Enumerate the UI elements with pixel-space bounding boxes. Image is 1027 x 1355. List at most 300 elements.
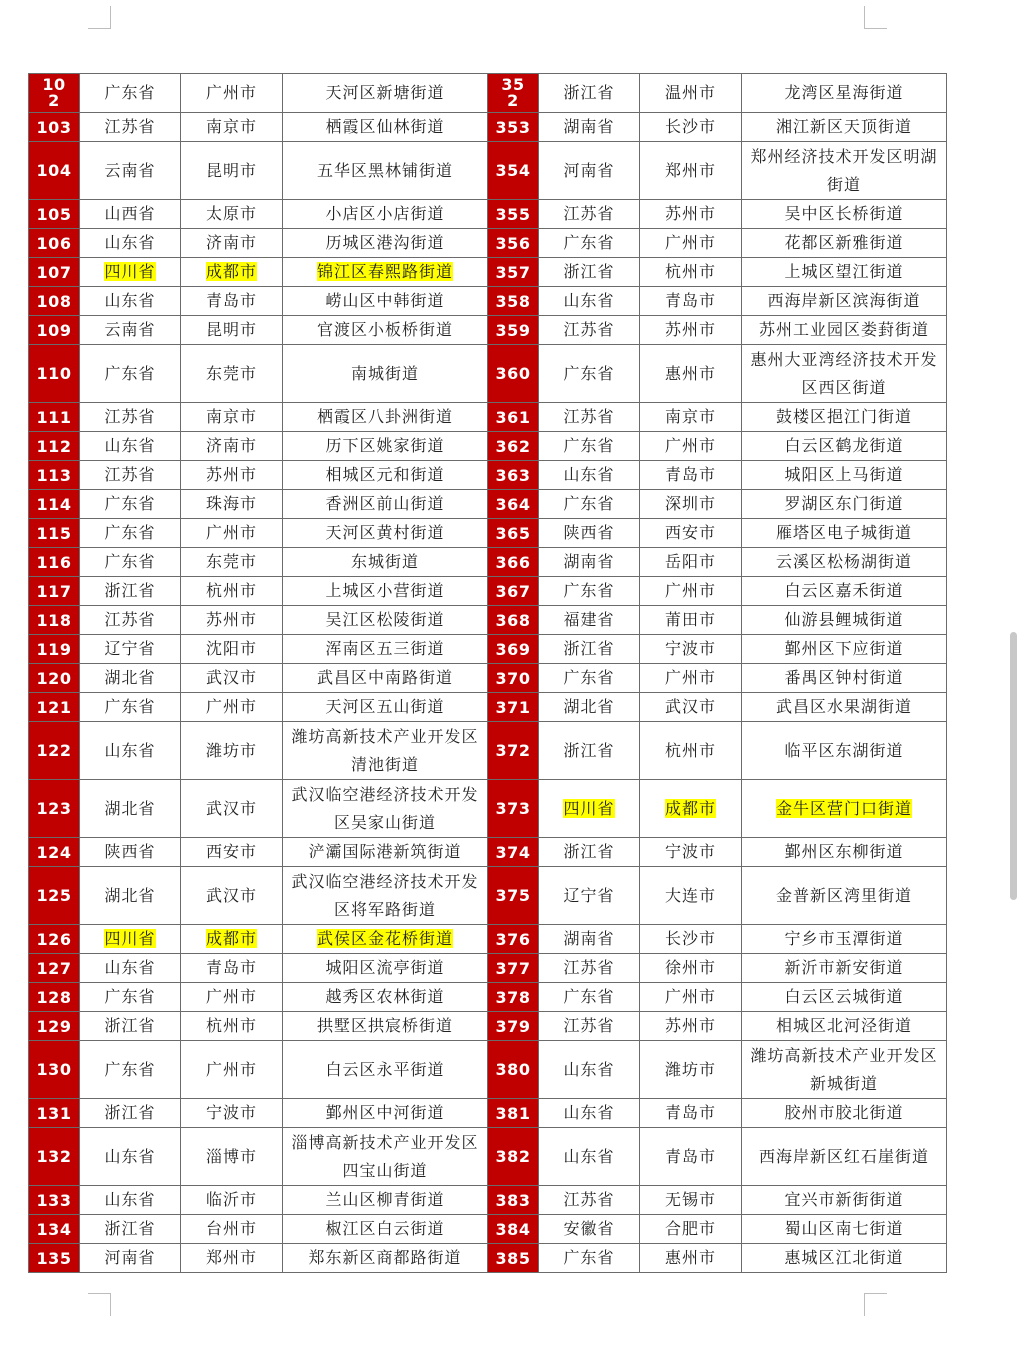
street-text: 官渡区小板桥街道 (316, 320, 453, 339)
street-text: 蜀山区南七街道 (784, 1219, 904, 1238)
city-text: 青岛市 (664, 1146, 716, 1166)
street-text: 惠城区江北街道 (784, 1248, 904, 1267)
rank-number-cell (488, 403, 539, 432)
province-cell (539, 548, 640, 577)
rank-number-text: 114 (36, 494, 72, 514)
city-text: 广州市 (205, 987, 257, 1006)
province-text: 山东省 (563, 291, 615, 310)
rank-number-cell (29, 983, 80, 1012)
province-text: 山东省 (104, 740, 156, 760)
city-text: 青岛市 (664, 465, 716, 484)
rank-number-text: 135 (36, 1248, 72, 1268)
city-cell (640, 867, 742, 925)
rank-number-cell (29, 693, 80, 722)
street-cell (742, 432, 947, 461)
rank-number-text: 110 (36, 364, 72, 383)
city-text: 广州市 (664, 668, 716, 687)
province-text: 浙江省 (104, 1016, 156, 1035)
province-cell (539, 229, 640, 258)
city-text: 郑州市 (205, 1248, 257, 1267)
street-text: 兰山区柳青街道 (325, 1190, 445, 1209)
table-row (29, 287, 947, 316)
province-text: 浙江省 (104, 581, 156, 600)
city-cell (181, 722, 283, 780)
rank-number-cell (29, 432, 80, 461)
rank-number-cell (488, 867, 539, 925)
city-cell (181, 838, 283, 867)
table-row (29, 1012, 947, 1041)
rank-number-text: 107 (36, 262, 72, 282)
province-text: 浙江省 (563, 740, 615, 760)
street-text: 西海岸新区滨海街道 (767, 291, 921, 310)
province-text: 广东省 (563, 987, 615, 1006)
province-text: 云南省 (104, 320, 156, 339)
rank-number-text: 370 (495, 668, 531, 688)
rank-number-cell (488, 954, 539, 983)
street-text: 白云区鹤龙街道 (784, 436, 904, 455)
province-cell (80, 664, 181, 693)
province-text: 湖北省 (563, 697, 615, 716)
city-cell (640, 1215, 742, 1244)
rank-number-text: 122 (36, 741, 72, 760)
city-cell (181, 1012, 283, 1041)
city-text: 成都市 (205, 929, 257, 948)
province-cell (80, 606, 181, 635)
city-cell (181, 635, 283, 664)
city-cell (181, 1128, 283, 1186)
street-text: 鼓楼区挹江门街道 (775, 407, 912, 426)
street-text: 武侯区金花桥街道 (316, 929, 453, 948)
city-text: 西安市 (205, 842, 257, 861)
city-cell (640, 519, 742, 548)
province-cell (539, 258, 640, 287)
province-cell (80, 1244, 181, 1273)
street-cell (742, 1215, 947, 1244)
province-text: 浙江省 (104, 1103, 156, 1122)
rank-number-text: 360 (495, 364, 531, 383)
province-cell (80, 316, 181, 345)
city-text: 大连市 (664, 885, 716, 905)
city-cell (640, 200, 742, 229)
rank-number-text: 132 (36, 1147, 72, 1166)
street-cell (742, 403, 947, 432)
rank-number-text: 375 (495, 886, 531, 905)
rank-number-text: 357 (495, 262, 531, 282)
rank-number-cell (488, 693, 539, 722)
city-text: 广州市 (664, 987, 716, 1006)
street-text: 城阳区上马街道 (784, 465, 904, 484)
rank-number-text: 131 (36, 1103, 72, 1123)
province-cell (539, 142, 640, 200)
province-cell (539, 1128, 640, 1186)
rank-number-text: 120 (36, 668, 72, 688)
province-text: 浙江省 (563, 842, 615, 861)
table-row (29, 345, 947, 403)
scrollbar-thumb[interactable] (1010, 632, 1017, 900)
city-text: 珠海市 (205, 494, 257, 513)
province-text: 山东省 (104, 958, 156, 977)
city-text: 杭州市 (664, 262, 716, 281)
city-text: 广州市 (664, 233, 716, 252)
table-row (29, 1041, 947, 1099)
province-text: 山东省 (563, 1059, 615, 1079)
street-cell (742, 1012, 947, 1041)
province-text: 山东省 (104, 1190, 156, 1209)
street-cell (283, 432, 488, 461)
table-row (29, 1215, 947, 1244)
street-cell (283, 925, 488, 954)
city-text: 潍坊市 (205, 740, 257, 760)
rank-number-cell (488, 925, 539, 954)
street-text: 上城区小营街道 (325, 581, 445, 600)
province-cell (539, 722, 640, 780)
street-text: 天河区新塘街道 (325, 83, 445, 102)
street-cell (742, 867, 947, 925)
rank-number-text: 356 (495, 233, 531, 253)
province-cell (80, 258, 181, 287)
street-cell (283, 1186, 488, 1215)
rank-number-cell (29, 490, 80, 519)
table-row (29, 519, 947, 548)
city-cell (181, 490, 283, 519)
rank-number-cell (488, 142, 539, 200)
city-text: 苏州市 (205, 610, 257, 629)
city-cell (640, 606, 742, 635)
rank-number-text: 355 (495, 204, 531, 224)
province-cell (80, 722, 181, 780)
province-cell (539, 519, 640, 548)
street-text: 城阳区流亭街道 (325, 958, 445, 977)
province-text: 湖南省 (563, 117, 615, 136)
street-text: 东城街道 (350, 552, 419, 571)
street-text: 白云区云城街道 (784, 987, 904, 1006)
street-text: 仙游县鲤城街道 (784, 610, 904, 629)
city-cell (640, 113, 742, 142)
rank-number-text: 106 (36, 233, 72, 253)
province-text: 湖北省 (104, 668, 156, 687)
rank-number-text: 111 (36, 407, 72, 427)
city-text: 苏州市 (664, 1016, 716, 1035)
street-text: 上城区望江街道 (784, 262, 904, 281)
city-text: 成都市 (664, 798, 716, 818)
province-text: 辽宁省 (104, 639, 156, 658)
province-text: 山东省 (563, 465, 615, 484)
rank-number-cell (29, 548, 80, 577)
city-text: 南京市 (664, 407, 716, 426)
street-cell (742, 577, 947, 606)
table-row (29, 74, 947, 113)
rank-number-cell (29, 200, 80, 229)
street-cell (283, 316, 488, 345)
street-text: 栖霞区八卦洲街道 (316, 407, 453, 426)
rank-number-text: 358 (495, 291, 531, 311)
city-cell (181, 287, 283, 316)
city-text: 太原市 (205, 204, 257, 223)
province-cell (539, 432, 640, 461)
street-text: 五华区黑林铺街道 (316, 160, 453, 180)
street-cell (742, 258, 947, 287)
ranking-table-body (29, 74, 947, 1273)
province-cell (539, 74, 640, 113)
city-cell (640, 925, 742, 954)
city-cell (181, 345, 283, 403)
crop-mark-top-left (88, 6, 111, 29)
city-cell (181, 548, 283, 577)
rank-number-cell (29, 1041, 80, 1099)
city-cell (181, 577, 283, 606)
rank-number-cell (29, 867, 80, 925)
city-cell (181, 664, 283, 693)
street-text: 鄞州区东柳街道 (784, 842, 904, 861)
rank-number-cell (488, 1215, 539, 1244)
city-cell (181, 74, 283, 113)
table-row (29, 606, 947, 635)
street-cell (742, 200, 947, 229)
province-cell (80, 1041, 181, 1099)
city-cell (640, 142, 742, 200)
rank-number-cell (488, 635, 539, 664)
city-text: 岳阳市 (664, 552, 716, 571)
street-cell (742, 1099, 947, 1128)
street-text: 越秀区农林街道 (325, 987, 445, 1006)
province-text: 浙江省 (563, 262, 615, 281)
street-cell (283, 548, 488, 577)
province-text: 江苏省 (104, 610, 156, 629)
province-cell (80, 867, 181, 925)
table-row (29, 490, 947, 519)
province-text: 安徽省 (563, 1219, 615, 1238)
city-cell (640, 577, 742, 606)
city-text: 昆明市 (205, 320, 257, 339)
city-text: 温州市 (664, 83, 716, 102)
rank-number-text: 116 (36, 552, 72, 572)
city-cell (181, 780, 283, 838)
rank-number-cell (488, 722, 539, 780)
city-cell (640, 1099, 742, 1128)
city-text: 武汉市 (205, 668, 257, 687)
city-cell (640, 1186, 742, 1215)
street-cell (283, 1041, 488, 1099)
street-cell (742, 1128, 947, 1186)
street-cell (283, 1099, 488, 1128)
province-text: 广东省 (104, 987, 156, 1006)
province-text: 湖南省 (563, 552, 615, 571)
street-cell (742, 316, 947, 345)
city-text: 广州市 (205, 1059, 257, 1079)
street-cell (283, 838, 488, 867)
rank-number-text: 377 (495, 958, 531, 978)
street-text: 鄞州区中河街道 (325, 1103, 445, 1122)
rank-number-text: 376 (495, 929, 531, 949)
city-cell (640, 1244, 742, 1273)
rank-number-text: 366 (495, 552, 531, 572)
province-text: 广东省 (104, 83, 156, 102)
city-cell (640, 722, 742, 780)
street-cell (283, 954, 488, 983)
rank-number-text: 126 (36, 929, 72, 949)
city-cell (181, 983, 283, 1012)
rank-number-cell (488, 345, 539, 403)
province-cell (539, 403, 640, 432)
crop-mark-bottom-right (864, 1293, 887, 1316)
rank-number-cell (488, 461, 539, 490)
street-cell (283, 606, 488, 635)
street-cell (742, 345, 947, 403)
province-cell (80, 780, 181, 838)
province-text: 江苏省 (563, 320, 615, 339)
province-text: 广东省 (104, 363, 156, 383)
street-text: 龙湾区星海街道 (784, 83, 904, 102)
rank-number-cell (488, 316, 539, 345)
table-row (29, 983, 947, 1012)
province-cell (80, 432, 181, 461)
province-text: 浙江省 (563, 83, 615, 102)
city-cell (640, 490, 742, 519)
city-cell (640, 74, 742, 113)
street-text: 胶州市胶北街道 (784, 1103, 904, 1122)
city-cell (181, 867, 283, 925)
rank-number-text: 127 (36, 958, 72, 978)
street-text: 惠州大亚湾经济技术开发区西区街道 (750, 349, 938, 397)
city-cell (181, 113, 283, 142)
rank-number-cell (488, 577, 539, 606)
rank-number-cell (488, 229, 539, 258)
street-cell (283, 1215, 488, 1244)
province-text: 四川省 (104, 929, 156, 948)
street-cell (283, 693, 488, 722)
city-text: 成都市 (205, 262, 257, 281)
rank-number-cell (488, 1012, 539, 1041)
province-cell (539, 780, 640, 838)
province-text: 山东省 (104, 233, 156, 252)
rank-number-text: 108 (36, 291, 72, 311)
street-text: 吴江区松陵街道 (325, 610, 445, 629)
province-cell (80, 577, 181, 606)
province-cell (539, 954, 640, 983)
province-text: 广东省 (104, 523, 156, 542)
province-text: 云南省 (104, 160, 156, 180)
rank-number-text: 379 (495, 1016, 531, 1036)
province-cell (80, 925, 181, 954)
city-cell (640, 983, 742, 1012)
street-cell (742, 1244, 947, 1273)
rank-number-text: 371 (495, 697, 531, 717)
rank-number-cell (29, 74, 80, 113)
street-text: 相城区北河泾街道 (775, 1016, 912, 1035)
street-text: 浑南区五三街道 (325, 639, 445, 658)
province-text: 江苏省 (104, 407, 156, 426)
street-cell (742, 461, 947, 490)
province-cell (80, 954, 181, 983)
city-cell (640, 635, 742, 664)
city-text: 广州市 (205, 523, 257, 542)
rank-number-cell (488, 490, 539, 519)
rank-number-cell (488, 606, 539, 635)
city-cell (181, 461, 283, 490)
city-cell (640, 229, 742, 258)
rank-number-cell (29, 1128, 80, 1186)
table-row (29, 867, 947, 925)
table-row (29, 925, 947, 954)
city-cell (640, 954, 742, 983)
table-row (29, 258, 947, 287)
rank-number-text: 378 (495, 987, 531, 1007)
city-text: 临沂市 (205, 1190, 257, 1209)
province-cell (80, 113, 181, 142)
street-cell (283, 345, 488, 403)
rank-number-cell (29, 780, 80, 838)
street-cell (283, 519, 488, 548)
province-cell (539, 635, 640, 664)
province-text: 河南省 (104, 1248, 156, 1267)
rank-number-cell (488, 1128, 539, 1186)
table-row (29, 1099, 947, 1128)
city-text: 宁波市 (664, 842, 716, 861)
city-cell (640, 316, 742, 345)
street-text: 相城区元和街道 (325, 465, 445, 484)
province-text: 山东省 (104, 291, 156, 310)
rank-number-text: 361 (495, 407, 531, 427)
city-text: 南京市 (205, 407, 257, 426)
city-cell (181, 925, 283, 954)
city-cell (181, 1215, 283, 1244)
street-cell (283, 577, 488, 606)
city-cell (640, 461, 742, 490)
city-text: 淄博市 (205, 1146, 257, 1166)
city-cell (640, 432, 742, 461)
city-text: 武汉市 (205, 885, 257, 905)
province-cell (80, 693, 181, 722)
city-text: 昆明市 (205, 160, 257, 180)
province-cell (539, 577, 640, 606)
street-cell (283, 461, 488, 490)
rank-number-cell (29, 403, 80, 432)
rank-number-cell (488, 432, 539, 461)
street-cell (742, 664, 947, 693)
rank-number-text: 352 (501, 75, 525, 110)
street-cell (283, 229, 488, 258)
province-text: 广东省 (563, 668, 615, 687)
rank-number-cell (29, 925, 80, 954)
ranking-table (28, 73, 947, 1273)
city-text: 惠州市 (664, 363, 716, 383)
street-text: 崂山区中韩街道 (325, 291, 445, 310)
city-cell (640, 780, 742, 838)
rank-number-text: 121 (36, 697, 72, 717)
table-row (29, 664, 947, 693)
rank-number-text: 381 (495, 1103, 531, 1123)
rank-number-cell (488, 1186, 539, 1215)
street-text: 宜兴市新街街道 (784, 1190, 904, 1209)
province-text: 江苏省 (563, 407, 615, 426)
table-row (29, 316, 947, 345)
table-row (29, 635, 947, 664)
city-cell (181, 432, 283, 461)
city-text: 济南市 (205, 233, 257, 252)
city-cell (181, 142, 283, 200)
street-cell (283, 113, 488, 142)
city-cell (640, 258, 742, 287)
rank-number-cell (488, 74, 539, 113)
rank-number-cell (488, 983, 539, 1012)
table-row (29, 1128, 947, 1186)
province-text: 河南省 (563, 160, 615, 180)
table-row (29, 432, 947, 461)
city-cell (640, 403, 742, 432)
province-text: 广东省 (563, 436, 615, 455)
city-cell (640, 1041, 742, 1099)
rank-number-text: 383 (495, 1190, 531, 1210)
